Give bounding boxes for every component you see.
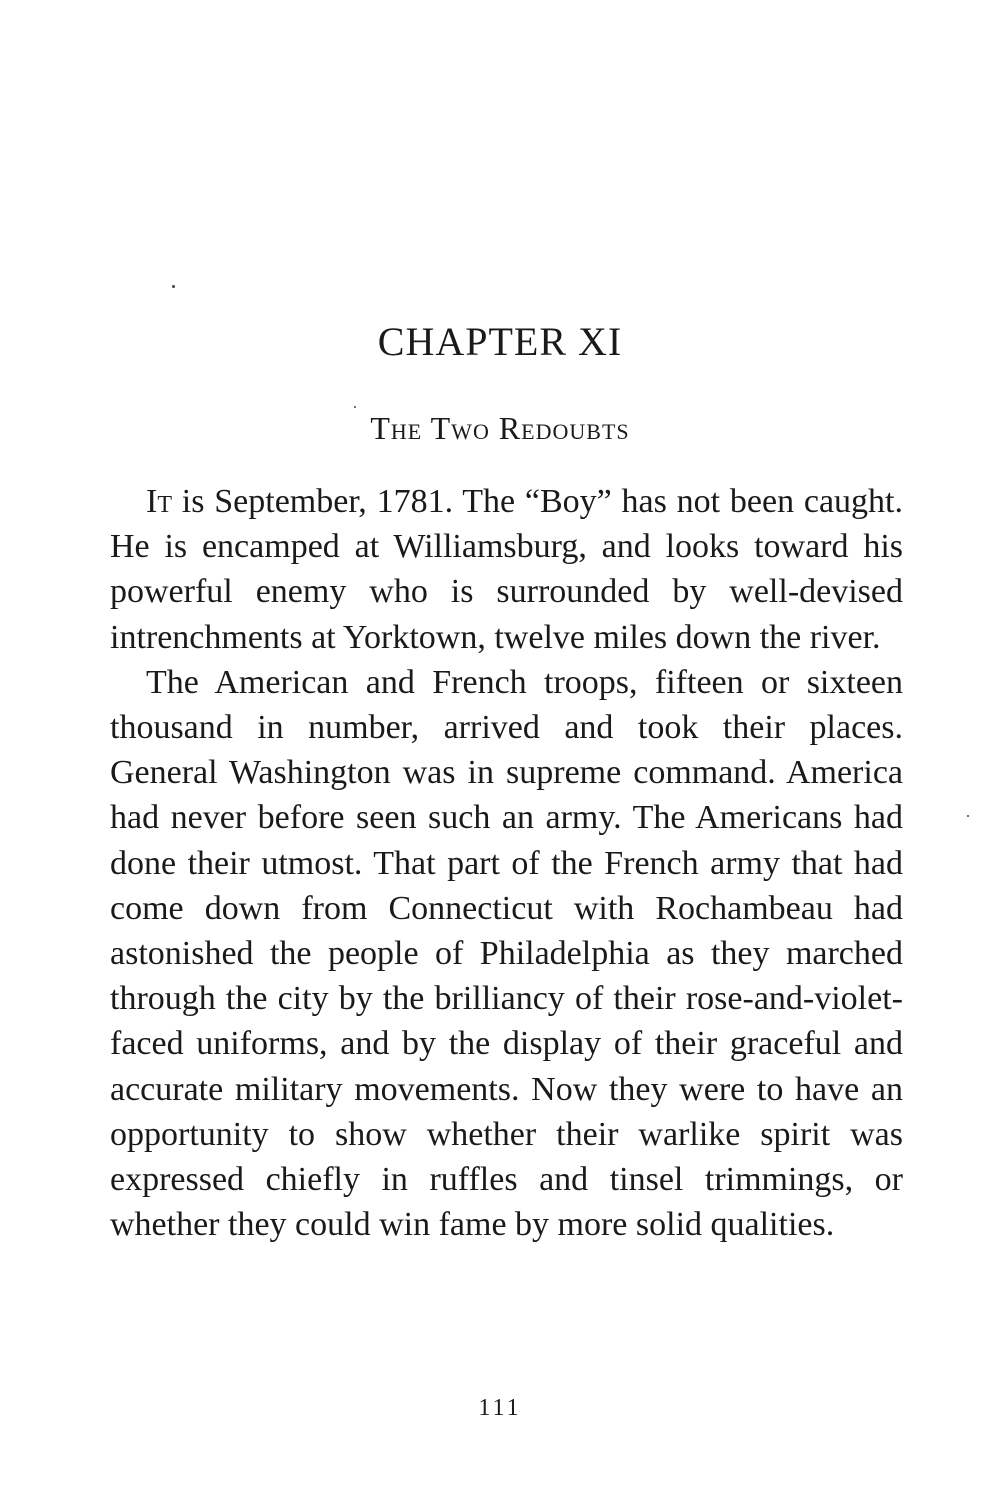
paragraph-text: is September, 1781. The “Boy” has not been caught. He is encamped at Williamsburg, and looks toward his powerful enemy who is surrounded by well-devised intrenchments at Yorktown, twelve miles down the river. — [110, 483, 903, 656]
paragraph-lead-word: It — [146, 483, 172, 520]
print-speck — [172, 285, 175, 288]
chapter-body — [110, 479, 903, 1247]
paragraph — [110, 479, 903, 660]
chapter-number: CHAPTER XI — [377, 319, 623, 364]
paragraph: The American and French troops, fifteen or sixteen thousand in number, arrived and took their places. General Washington was in supreme command. America had never before seen such an army. The Americans had done their utmost. That part of the French army that had come down from Connecticut with Rochambeau had astonished the people of Philadelphia as they marched through the city by the brilliancy of their rose-and-violetfaced uniforms, and by the display of their graceful and accurate military movements. Now they were to have an opportunity to show whether their warlike spirit was expressed chiefly in ruffles and tinsel trimmings, or whether they could win fame by more solid qualities. — [110, 663, 903, 1244]
print-speck — [967, 815, 969, 817]
chapter-title: The Two Redoubts — [370, 410, 630, 446]
page-number: 111 — [478, 1395, 522, 1421]
